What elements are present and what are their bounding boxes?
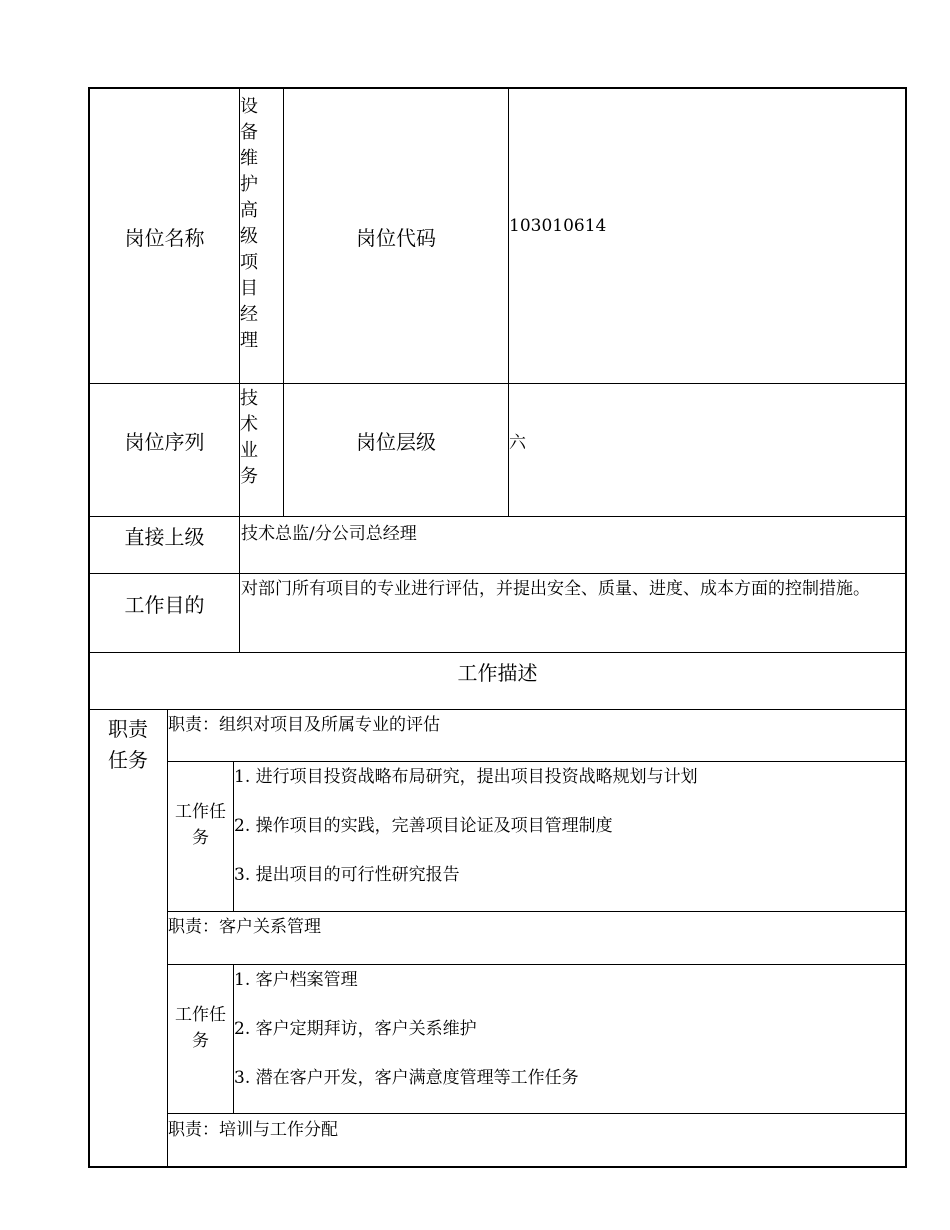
post-level-value: 六 bbox=[509, 432, 526, 453]
row-divider bbox=[167, 1113, 907, 1114]
task-list bbox=[234, 763, 899, 910]
post-name-value: 设备维护高级项目经理 bbox=[240, 96, 258, 351]
row-divider bbox=[167, 911, 907, 912]
task-list bbox=[234, 966, 899, 1113]
superior-label: 直接上级 bbox=[124, 524, 205, 549]
list-item: 3. 潜在客户开发，客户满意度管理等工作任务 bbox=[234, 1068, 579, 1088]
purpose-label: 工作目的 bbox=[124, 592, 205, 617]
list-item: 2. 客户定期拜访，客户关系维护 bbox=[234, 1019, 477, 1039]
row-divider bbox=[167, 761, 907, 762]
table-border-bottom bbox=[88, 1166, 907, 1168]
list-item: 1. 进行项目投资战略布局研究，提出项目投资战略规划与计划 bbox=[234, 767, 698, 787]
post-code-value: 103010614 bbox=[509, 216, 607, 236]
post-series-value: 技术业务 bbox=[240, 388, 258, 487]
task-label: 工作任务 bbox=[175, 802, 226, 848]
duty-title: 职责：组织对项目及所属专业的评估 bbox=[168, 715, 440, 735]
duty-task-label: 职责任务 bbox=[108, 717, 148, 772]
post-code-label: 岗位代码 bbox=[356, 225, 436, 250]
post-level-label: 岗位层级 bbox=[356, 429, 436, 454]
duty-title: 职责：培训与工作分配 bbox=[168, 1120, 338, 1140]
purpose-value: 对部门所有项目的专业进行评估，并提出安全、质量、进度、成本方面的控制措施。 bbox=[241, 579, 870, 599]
table-border-right bbox=[905, 87, 907, 1168]
work-description-heading: 工作描述 bbox=[457, 660, 538, 685]
row-divider bbox=[167, 964, 907, 965]
list-item: 2. 操作项目的实践，完善项目论证及项目管理制度 bbox=[234, 816, 613, 836]
list-item: 1. 客户档案管理 bbox=[234, 970, 358, 990]
task-label: 工作任务 bbox=[175, 1005, 226, 1051]
row-divider bbox=[88, 709, 907, 710]
superior-value: 技术总监/分公司总经理 bbox=[241, 524, 417, 544]
duty-title: 职责：客户关系管理 bbox=[168, 917, 321, 937]
post-name-label: 岗位名称 bbox=[124, 225, 205, 250]
post-series-label: 岗位序列 bbox=[124, 429, 205, 454]
list-item: 3. 提出项目的可行性研究报告 bbox=[234, 865, 460, 885]
